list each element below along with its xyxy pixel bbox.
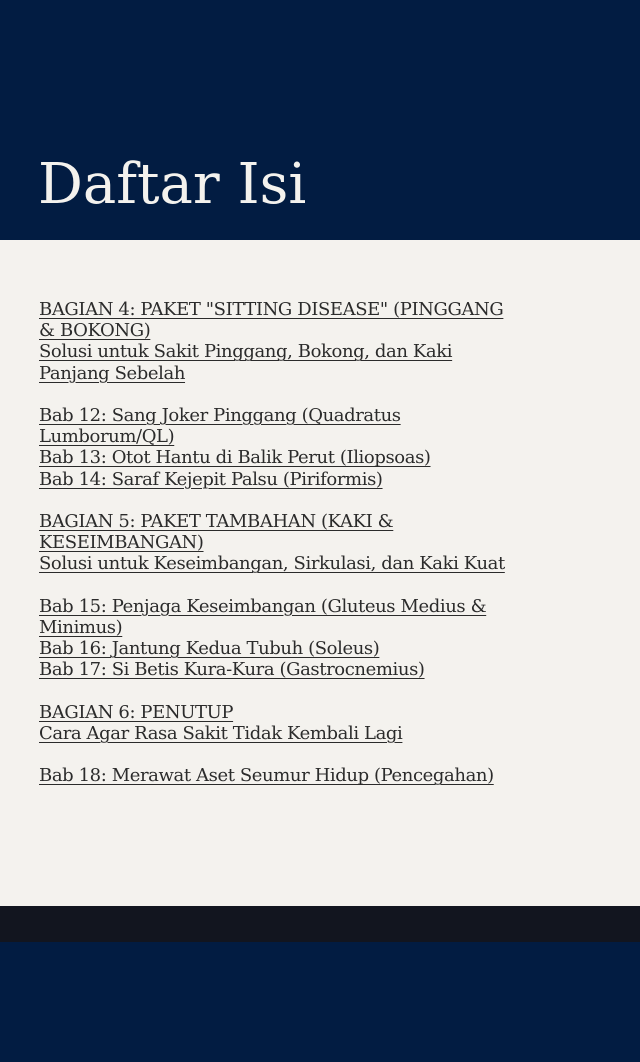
toc-link-part-5-subtitle[interactable]: Solusi untuk Keseimbangan, Sirkulasi, dan Kaki Kuat — [39, 553, 505, 575]
divider-band — [0, 906, 640, 942]
page-title: Daftar Isi — [38, 152, 307, 217]
toc-group-part-5 — [39, 511, 509, 575]
toc-link-chapter-12[interactable]: Bab 12: Sang Joker Pinggang (Quadratus Lumborum/QL) — [39, 405, 401, 448]
toc-group-chapter-18 — [39, 765, 509, 786]
toc-link-chapter-16[interactable]: Bab 16: Jantung Kedua Tubuh (Soleus) — [39, 638, 380, 660]
toc-link-part-6[interactable]: BAGIAN 6: PENUTUP — [39, 701, 234, 723]
toc-group-chapters-15-17 — [39, 596, 509, 681]
toc-link-chapter-18[interactable]: Bab 18: Merawat Aset Seumur Hidup (Pencegahan) — [39, 765, 494, 787]
toc-group-part-4 — [39, 299, 509, 384]
header — [0, 0, 640, 240]
footer — [0, 942, 640, 1062]
toc-link-part-6-subtitle[interactable]: Cara Agar Rasa Sakit Tidak Kembali Lagi — [39, 723, 403, 744]
toc-group-chapters-12-14 — [39, 405, 509, 490]
toc-link-part-4-subtitle[interactable]: Solusi untuk Sakit Pinggang, Bokong, dan Kaki Panjang Sebelah — [39, 341, 453, 384]
toc-link-chapter-13[interactable]: Bab 13: Otot Hantu di Balik Perut (Iliopsoas) — [39, 447, 431, 469]
toc-link-chapter-17[interactable]: Bab 17: Si Betis Kura-Kura (Gastrocnemius) — [39, 659, 425, 681]
content-area — [0, 240, 640, 906]
toc-link-chapter-14[interactable]: Bab 14: Saraf Kejepit Palsu (Piriformis) — [39, 468, 383, 490]
toc-group-part-6 — [39, 702, 509, 744]
toc-link-part-5[interactable]: BAGIAN 5: PAKET TAMBAHAN (KAKI & KESEIMBANGAN) — [39, 511, 394, 554]
table-of-contents — [39, 299, 509, 808]
toc-link-part-4[interactable]: BAGIAN 4: PAKET "SITTING DISEASE" (PINGGANG & BOKONG) — [39, 299, 504, 342]
toc-link-chapter-15[interactable]: Bab 15: Penjaga Keseimbangan (Gluteus Medius & Minimus) — [39, 595, 487, 638]
